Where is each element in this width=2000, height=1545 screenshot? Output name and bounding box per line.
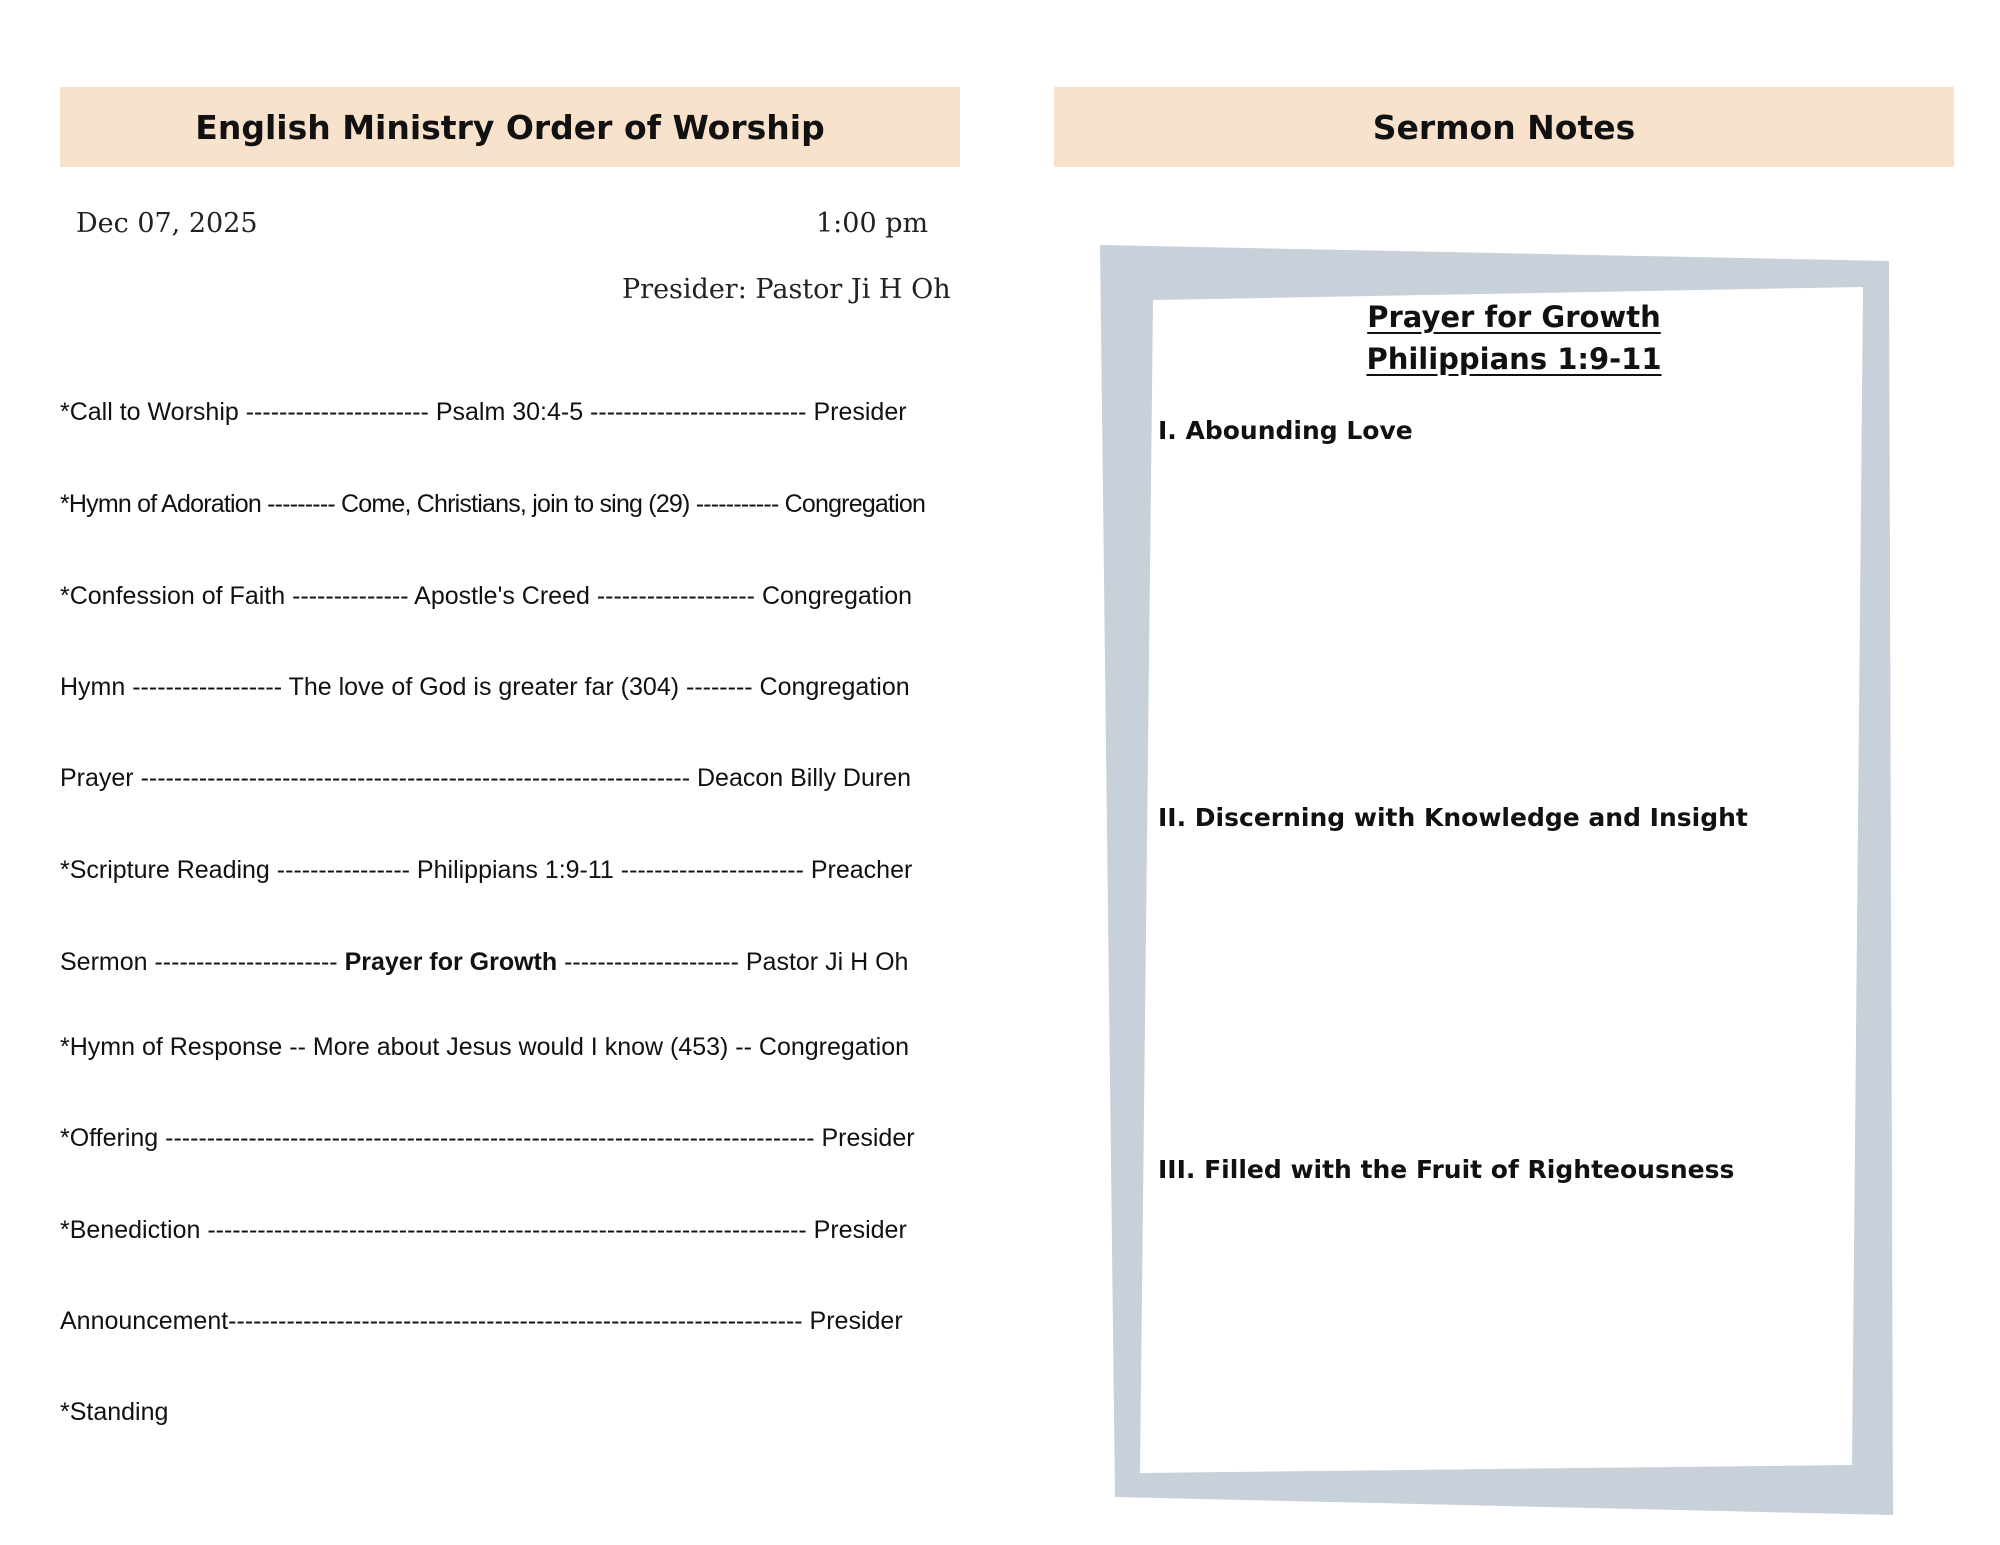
- list-item: *Call to Worship ---------------------- Psalm 30:4-5 -------------------------- Presider: [60, 398, 907, 426]
- list-item: *Hymn of Response -- More about Jesus would I know (453) -- Congregation: [60, 1033, 910, 1061]
- sermon-notes-title: Sermon Notes: [1372, 107, 1636, 147]
- notes-point-3: III. Filled with the Fruit of Righteousness: [1158, 1155, 1735, 1184]
- notes-scripture-reference: Philippians 1:9-11: [1366, 342, 1662, 376]
- notes-point-1: I. Abounding Love: [1158, 416, 1413, 445]
- list-item: Hymn ------------------ The love of God is greater far (304) -------- Congregation: [60, 673, 910, 701]
- list-item: *Hymn of Adoration --------- Come, Christians, join to sing (29) ----------- Congregation: [60, 490, 926, 518]
- sermon-title: Prayer for Growth: [344, 948, 558, 976]
- standing-note: *Standing: [60, 1398, 169, 1426]
- notes-point-2: II. Discerning with Knowledge and Insight: [1158, 803, 1748, 832]
- sermon-list-item: [60, 948, 908, 977]
- list-item: *Confession of Faith -------------- Apostle's Creed ------------------- Congregation: [60, 582, 913, 610]
- presider-line: Presider: Pastor Ji H Oh: [622, 274, 951, 305]
- order-of-worship-title: English Ministry Order of Worship: [195, 107, 825, 147]
- service-time: 1:00 pm: [816, 208, 929, 239]
- order-of-worship-header: [60, 87, 960, 167]
- list-item: *Offering ------------------------------------------------------------------------------ Presider: [60, 1124, 915, 1152]
- list-item: Prayer ------------------------------------------------------------------ Deacon Billy Duren: [60, 764, 911, 792]
- sermon-notes-header: [1054, 87, 1954, 167]
- sermon-suffix: --------------------- Pastor Ji H Oh: [557, 948, 909, 976]
- service-date: Dec 07, 2025: [76, 208, 258, 239]
- list-item: *Scripture Reading ---------------- Philippians 1:9-11 ---------------------- Preacher: [60, 856, 913, 884]
- list-item: Announcement--------------------------------------------------------------------- Presider: [60, 1307, 903, 1335]
- notes-sermon-title: Prayer for Growth: [1367, 300, 1661, 334]
- list-item: *Benediction ------------------------------------------------------------------------ Presider: [60, 1216, 907, 1244]
- sermon-prefix: Sermon ----------------------: [60, 948, 345, 976]
